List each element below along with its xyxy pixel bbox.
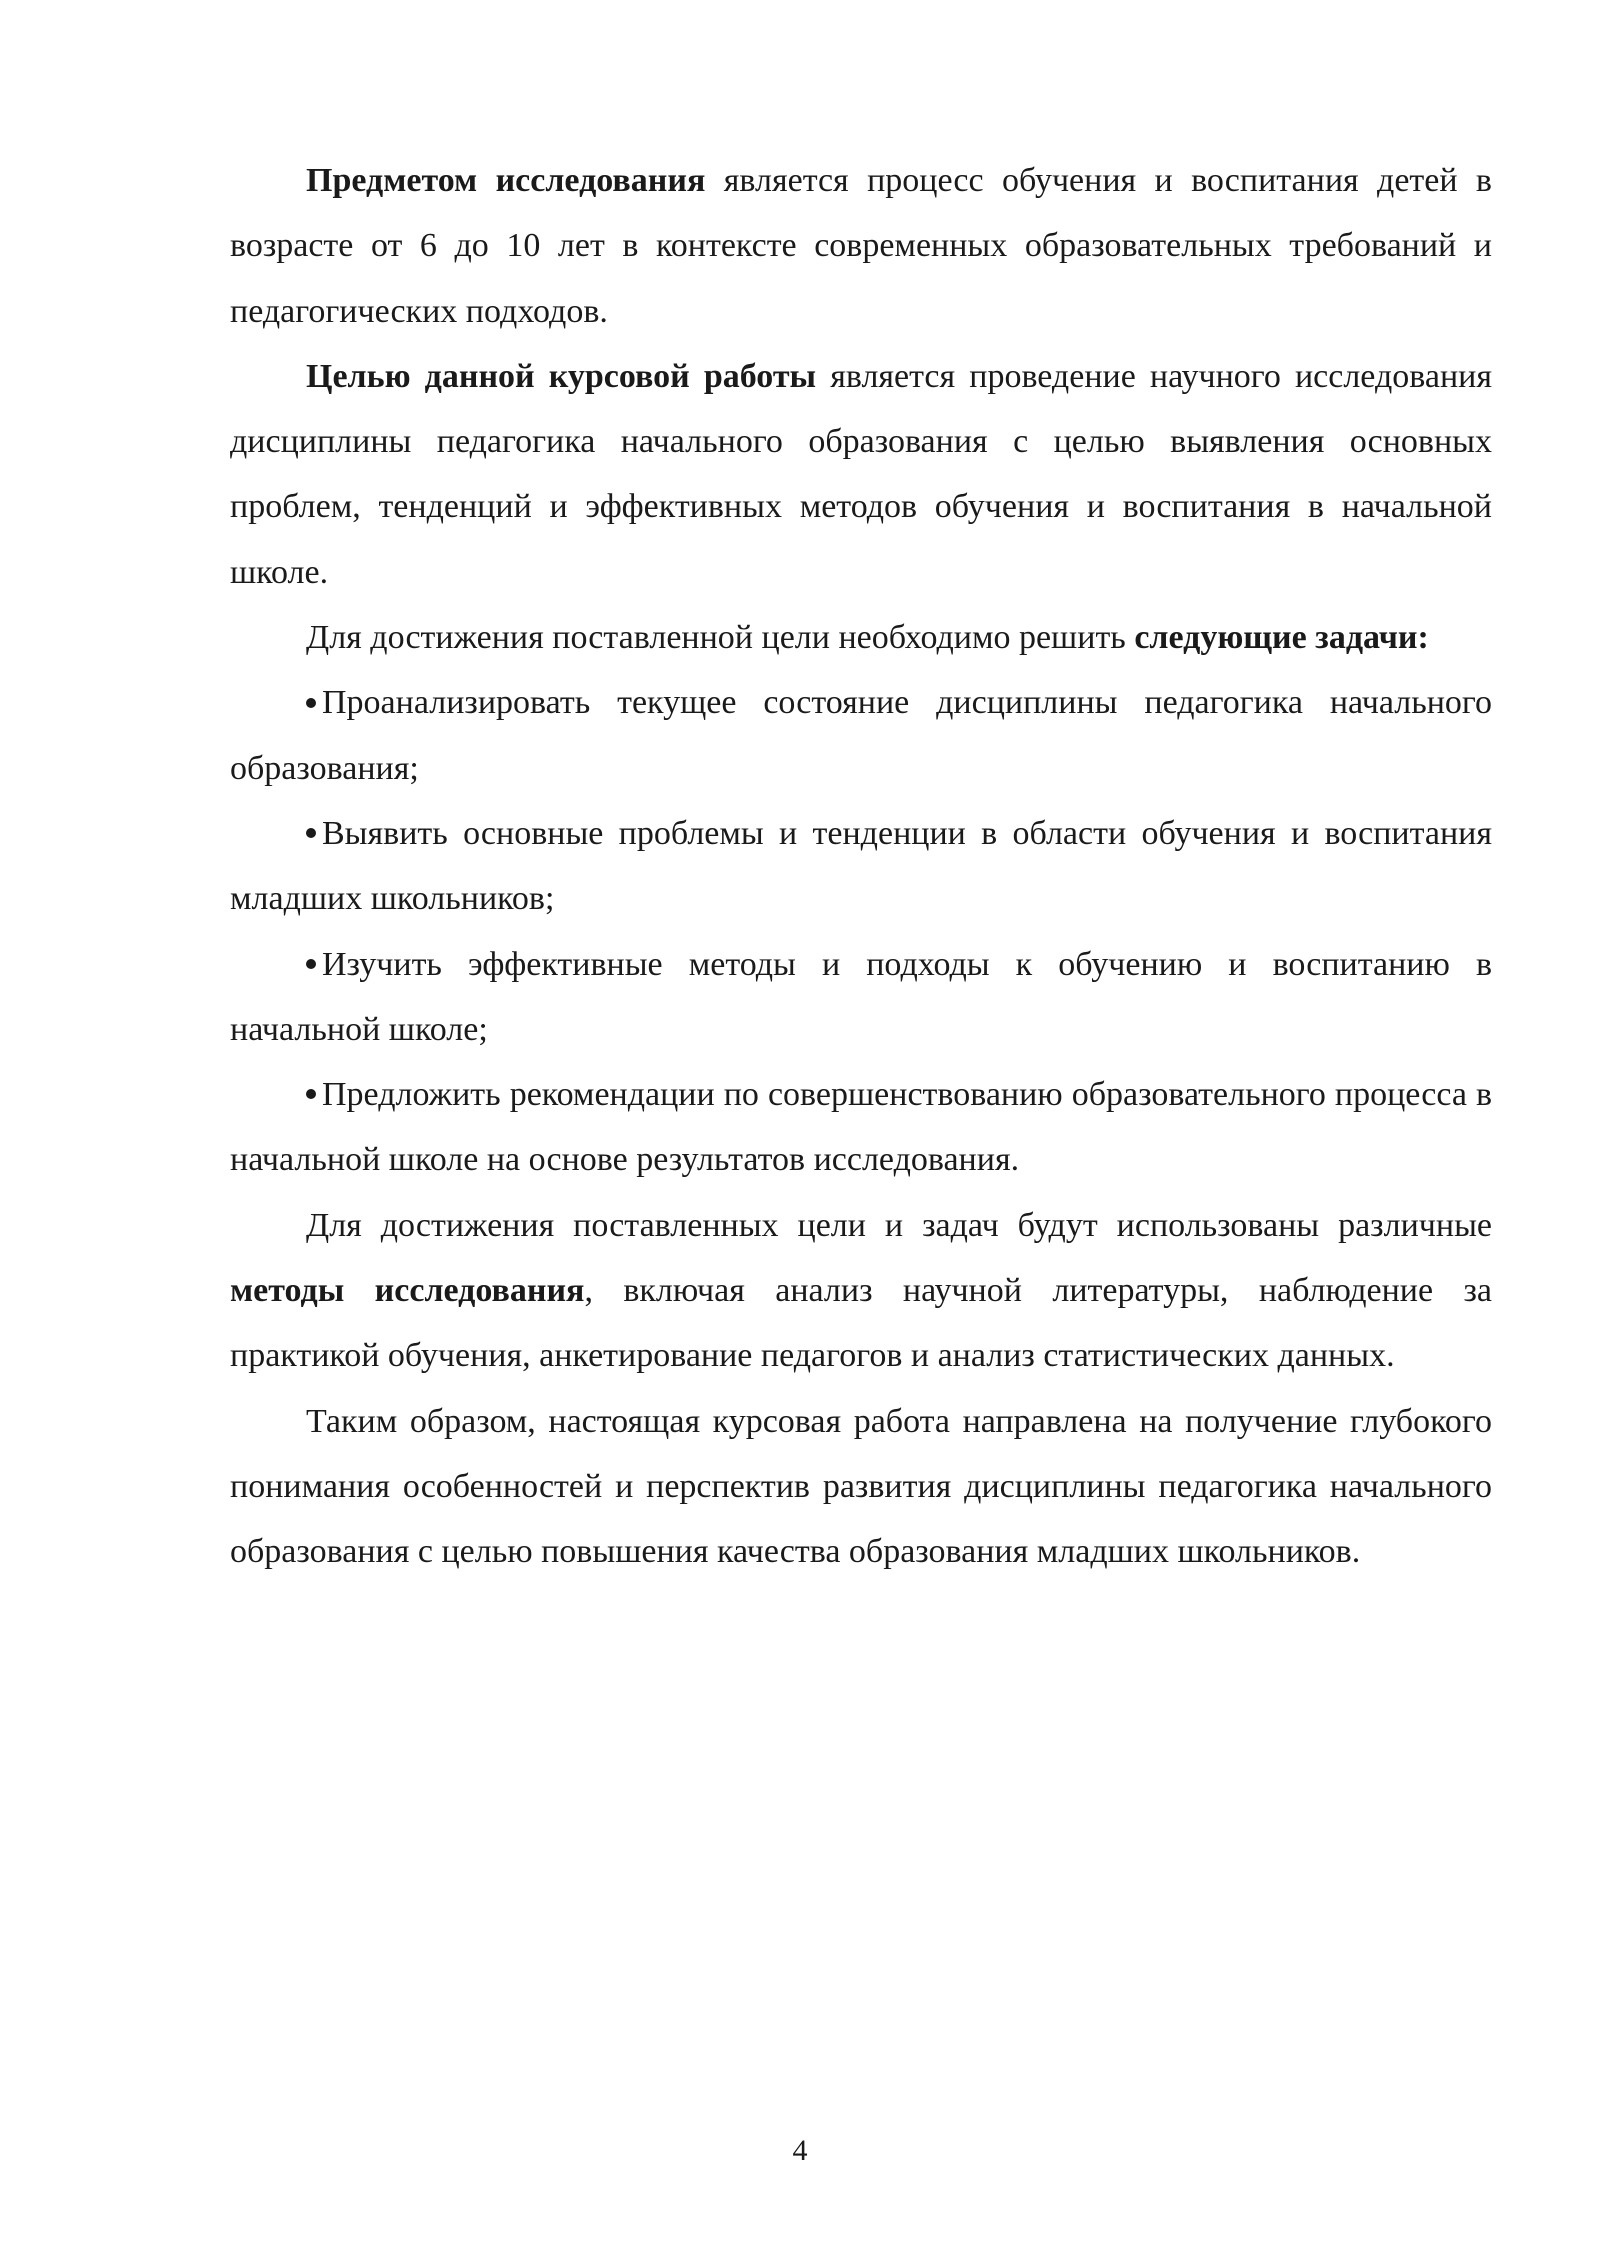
bullet-icon bbox=[306, 959, 316, 969]
body-text bbox=[230, 148, 1492, 1585]
paragraph-text: Для достижения поставленной цели необходимо решить bbox=[306, 619, 1135, 657]
list-item bbox=[230, 801, 1492, 932]
list-item-text: Проанализировать текущее состояние дисциплины педагогика начального образования; bbox=[230, 684, 1492, 787]
list-item bbox=[230, 670, 1492, 801]
bold-term-methods: методы исследования bbox=[230, 1272, 585, 1310]
bullet-icon bbox=[306, 828, 316, 838]
bullet-icon bbox=[306, 1089, 316, 1099]
paragraph-text: является проведение научного исследования дисциплины педагогика начального образования с целью выявления основных проблем, тенденций и эффективных методов обучения и воспитания в начальной школе. bbox=[230, 357, 1492, 591]
bullet-icon bbox=[306, 698, 316, 708]
paragraph-research-subject bbox=[230, 148, 1492, 344]
paragraph-text: является процесс обучения и воспитания детей в возрасте от 6 до 10 лет в контексте современных образовательных требований и педагогических подходов. bbox=[230, 162, 1492, 330]
paragraph-text: Таким образом, настоящая курсовая работа направлена на получение глубокого понимания особенностей и перспектив развития дисциплины педагогика начального образования с целью повышения качества образования младших школьников. bbox=[230, 1402, 1492, 1571]
paragraph-goal bbox=[230, 344, 1492, 605]
bold-term-goal: Целью данной курсовой работы bbox=[306, 357, 817, 395]
paragraph-conclusion bbox=[230, 1389, 1492, 1585]
list-item bbox=[230, 932, 1492, 1063]
page-number: 4 bbox=[792, 2134, 808, 2167]
paragraph-tasks-intro bbox=[230, 605, 1492, 670]
paragraph-text: Для достижения поставленных цели и задач будут использованы различные bbox=[306, 1206, 1492, 1244]
list-item-text: Изучить эффективные методы и подходы к обучению и воспитанию в начальной школе; bbox=[230, 945, 1492, 1048]
paragraph-methods bbox=[230, 1193, 1492, 1389]
list-item bbox=[230, 1062, 1492, 1193]
list-item-text: Предложить рекомендации по совершенствованию образовательного процесса в начальной школе на основе результатов исследования. bbox=[230, 1076, 1492, 1179]
bold-term-tasks: следующие задачи: bbox=[1134, 619, 1429, 657]
paragraph-text: , включая анализ научной литературы, наблюдение за практикой обучения, анкетирование педагогов и анализ статистических данных. bbox=[230, 1272, 1493, 1375]
bold-term-research-subject: Предметом исследования bbox=[306, 162, 706, 199]
list-item-text: Выявить основные проблемы и тенденции в области обучения и воспитания младших школьников; bbox=[230, 814, 1492, 918]
